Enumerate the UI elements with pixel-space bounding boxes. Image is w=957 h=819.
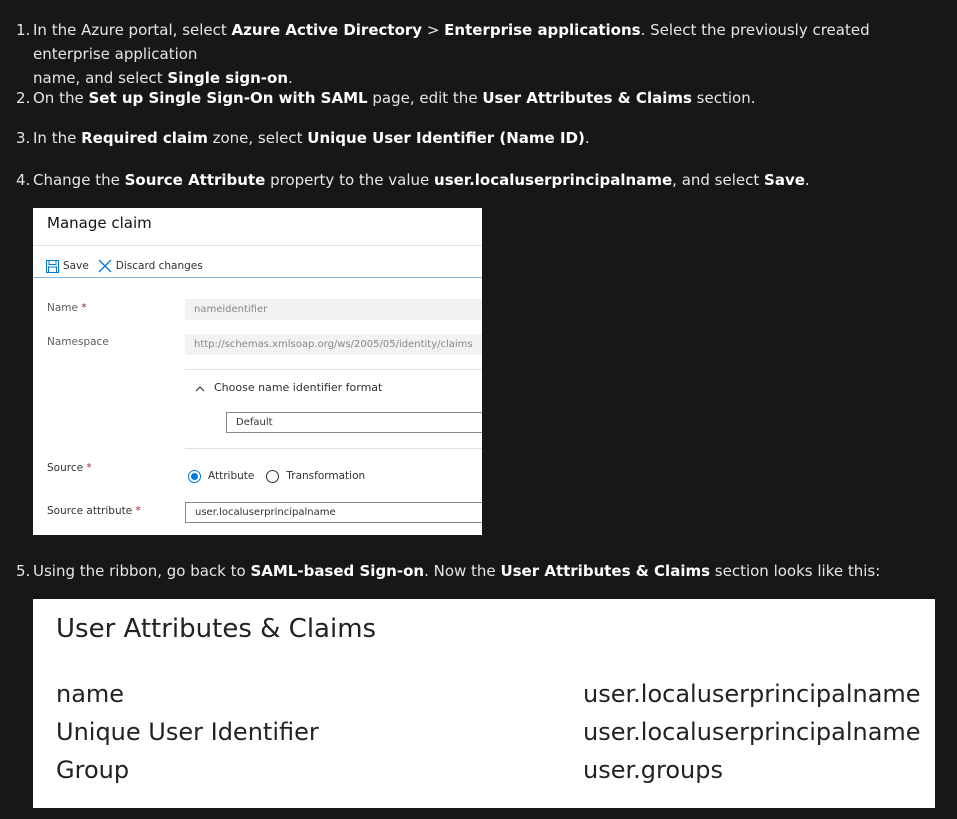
save-button[interactable]	[46, 254, 89, 278]
bold-text: Azure Active Directory	[231, 21, 423, 39]
step-text	[33, 168, 941, 192]
source-label	[47, 461, 92, 475]
user-attributes-claims-card	[33, 599, 935, 808]
close-icon	[98, 259, 112, 273]
claim-value: user.localuserprincipalname	[583, 718, 921, 746]
step-number: 4.	[16, 171, 31, 189]
text-run: .	[584, 129, 590, 147]
card-title: User Attributes & Claims	[56, 614, 377, 644]
source-radio-group	[188, 464, 377, 488]
step-4	[16, 168, 941, 192]
bold-text: Required claim	[81, 129, 208, 147]
step-text	[33, 559, 941, 583]
required-marker: *	[81, 302, 87, 314]
claim-value: user.localuserprincipalname	[583, 680, 921, 708]
source-attribute-label	[47, 504, 141, 518]
text-run: . Now the	[424, 562, 501, 580]
discard-changes-button[interactable]	[98, 254, 203, 278]
toolbar-divider	[33, 277, 482, 278]
bold-text: Enterprise applications	[444, 21, 641, 39]
text-run: Change the	[33, 171, 125, 189]
bold-text: Set up Single Sign-On with SAML	[88, 89, 368, 107]
claim-name: Unique User Identifier	[56, 718, 319, 746]
name-format-select[interactable]: Default	[226, 412, 482, 433]
step-3	[16, 126, 941, 150]
required-marker: *	[86, 462, 92, 474]
step-number: 2.	[16, 89, 31, 107]
required-marker: *	[135, 505, 141, 517]
step-number: 1.	[16, 21, 31, 39]
claim-value: user.groups	[583, 756, 723, 784]
text-run: Using the ribbon, go back to	[33, 562, 251, 580]
step-number: 3.	[16, 129, 31, 147]
step-number: 5.	[16, 562, 31, 580]
step-line	[33, 21, 870, 63]
transformation-radio[interactable]	[266, 470, 279, 483]
bold-text: user.localuserprincipalname	[434, 171, 673, 189]
bold-text: Source Attribute	[124, 171, 266, 189]
divider	[185, 369, 482, 370]
name-label-text: Name	[47, 302, 78, 314]
bold-text: Unique User Identifier (Name ID)	[307, 129, 585, 147]
name-label	[47, 301, 87, 315]
chevron-up-icon	[195, 385, 205, 392]
text-run: property to the value	[265, 171, 435, 189]
toolbar	[46, 254, 212, 278]
step-text	[33, 86, 941, 110]
discard-label: Discard changes	[115, 260, 203, 272]
bold-text: SAML-based Sign-on	[250, 562, 425, 580]
text-run: name, and select	[33, 69, 168, 87]
name-format-label: Choose name identifier format	[214, 381, 383, 394]
save-label: Save	[63, 260, 89, 272]
source-label-text: Source	[47, 462, 84, 474]
text-run: zone, select	[207, 129, 308, 147]
source-attribute-input[interactable]: user.localuserprincipalname	[185, 502, 482, 523]
text-run: .	[288, 69, 293, 87]
attribute-radio-label: Attribute	[208, 470, 255, 482]
namespace-label: Namespace	[47, 336, 109, 348]
name-field[interactable]: nameidentifier	[185, 299, 482, 320]
text-run: In the Azure portal, select	[33, 21, 232, 39]
text-run: section.	[691, 89, 756, 107]
text-run: >	[422, 21, 445, 39]
text-run: page, edit the	[367, 89, 483, 107]
claim-name: name	[56, 680, 125, 708]
name-format-expander[interactable]	[195, 376, 382, 400]
text-run: section looks like this:	[710, 562, 881, 580]
step-1	[16, 18, 941, 90]
save-icon	[46, 260, 59, 273]
text-run: In the	[33, 129, 82, 147]
text-run: . Select the previously created enterprise application	[33, 21, 870, 63]
namespace-field[interactable]: http://schemas.xmlsoap.org/ws/2005/05/identity/claims	[185, 334, 482, 355]
step-text	[33, 126, 941, 150]
step-2	[16, 86, 941, 110]
divider	[185, 448, 482, 449]
bold-text: Save	[764, 171, 805, 189]
text-run: .	[804, 171, 810, 189]
bold-text: User Attributes & Claims	[500, 562, 711, 580]
bold-text: Single sign-on	[167, 69, 288, 87]
attribute-radio[interactable]	[188, 470, 201, 483]
divider	[33, 245, 482, 246]
text-run: , and select	[672, 171, 765, 189]
panel-title: Manage claim	[47, 214, 152, 232]
source-attribute-label-text: Source attribute	[47, 505, 133, 517]
step-text	[33, 18, 941, 90]
transformation-radio-label: Transformation	[286, 470, 366, 482]
step-line	[33, 69, 293, 87]
step-5	[16, 559, 941, 583]
manage-claim-panel	[33, 208, 482, 535]
claim-name: Group	[56, 756, 130, 784]
text-run: On the	[33, 89, 89, 107]
bold-text: User Attributes & Claims	[482, 89, 692, 107]
